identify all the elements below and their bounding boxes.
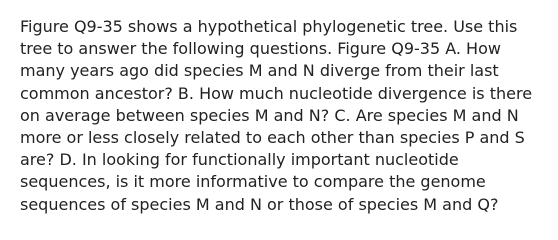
question-text: Figure Q9-35 shows a hypothetical phylogenetic tree. Use this tree to answer the following questions. Figure Q9-35 A. How many years ago did species M and N diverge from their last common ancestor? B. How much nucleotide divergence is there on average between species M and N? C. Are species M and N more or less closely related to each other than species P and S are? D. In looking for functionally important nucleotide sequences, is it more informative to compare the genome sequences of species M and N or those of species M and Q? [20, 17, 533, 214]
